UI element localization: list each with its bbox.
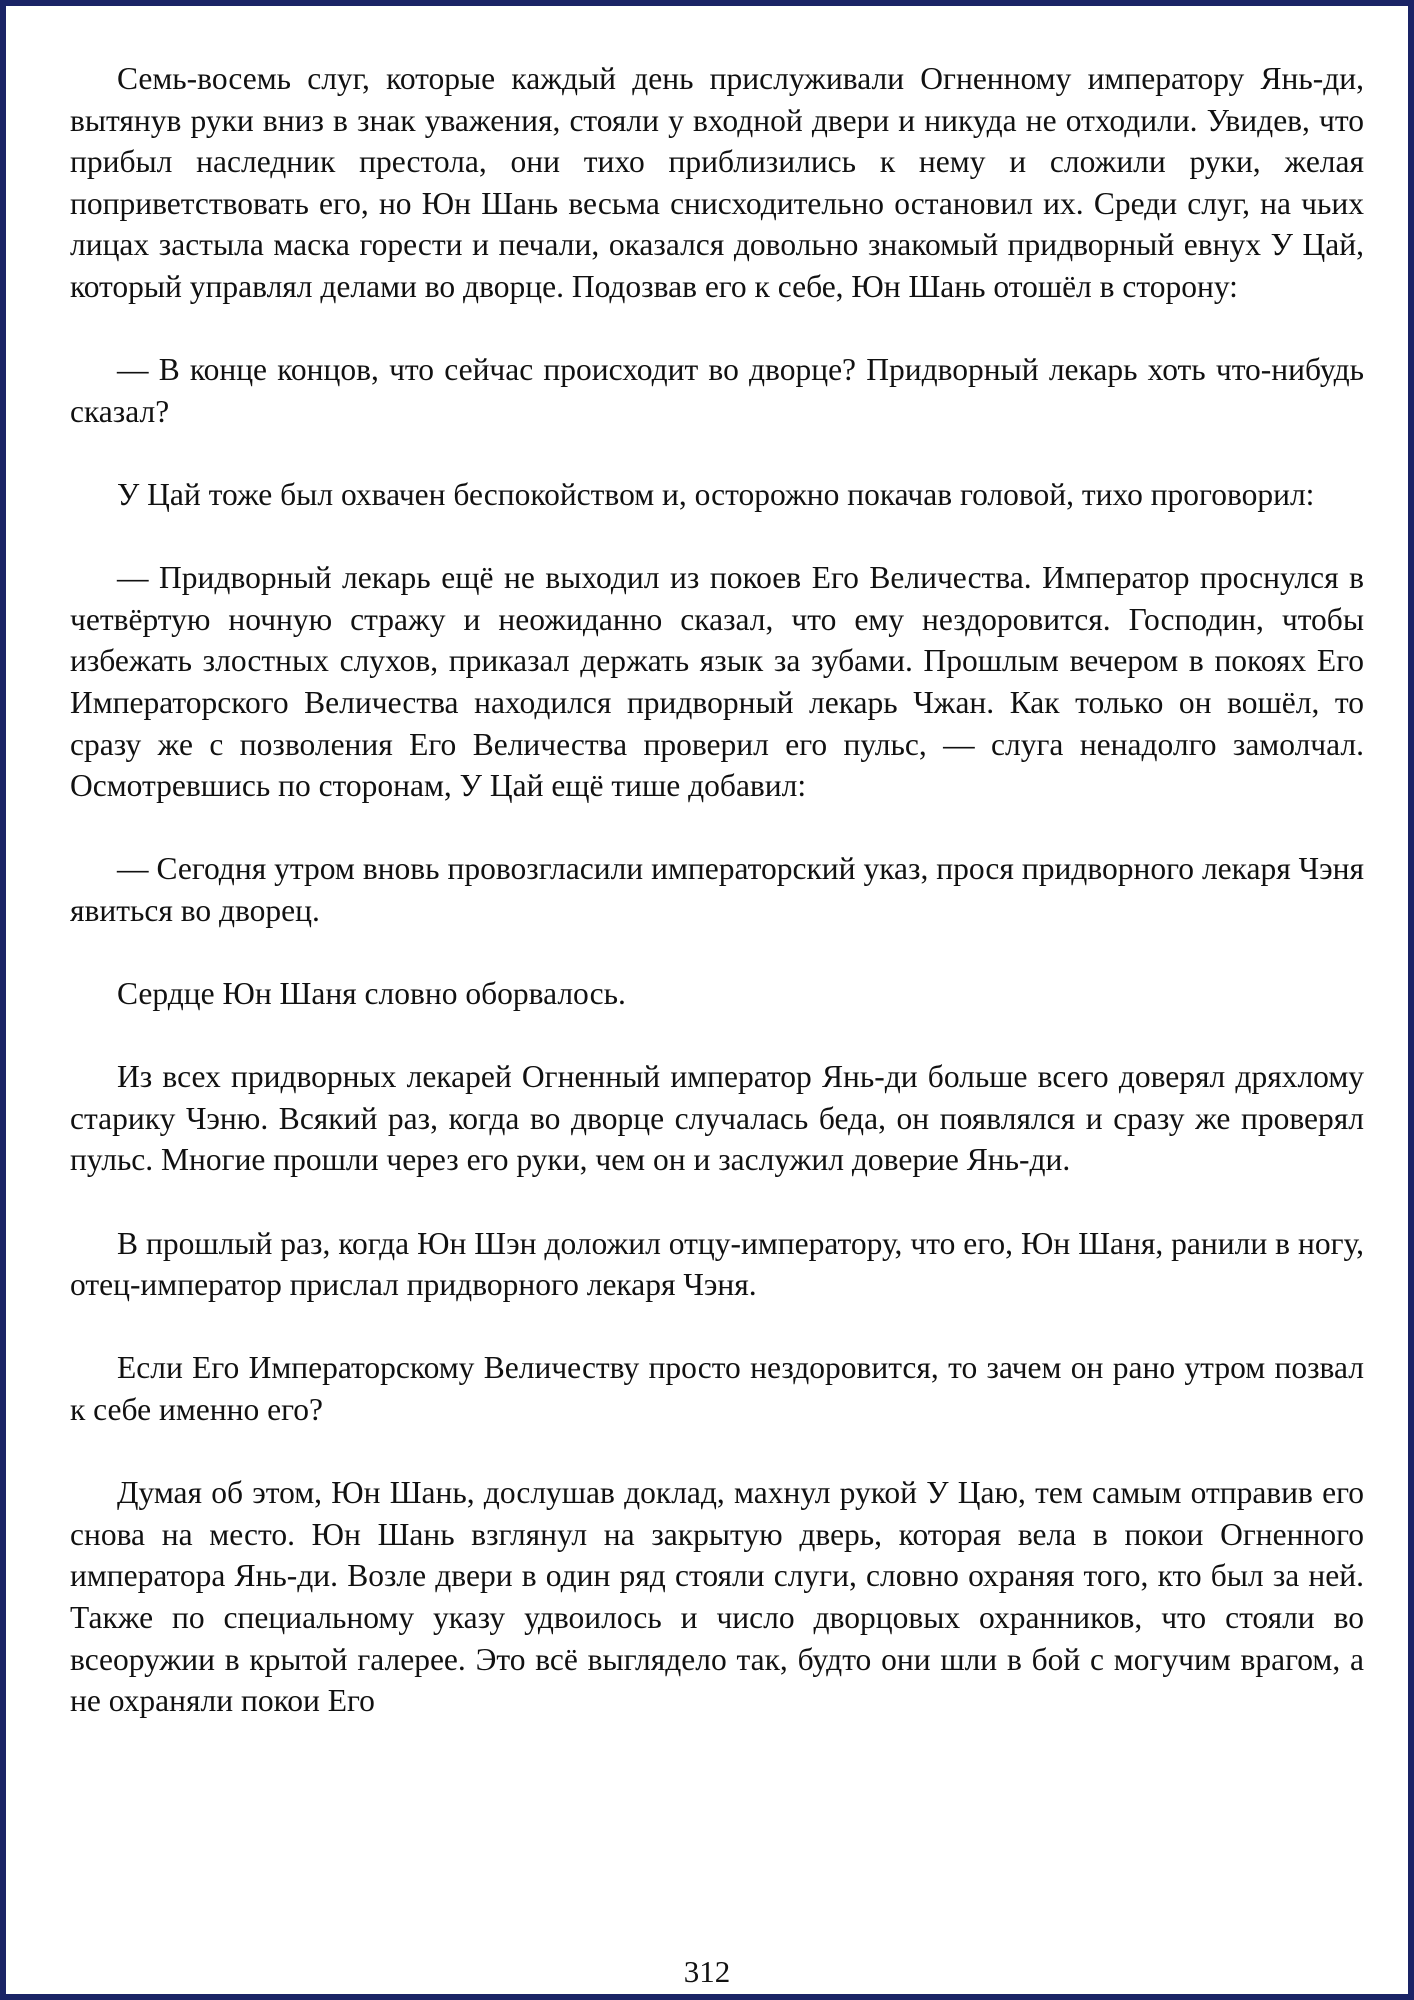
- paragraph-1: Семь-восемь слуг, которые каждый день прислуживали Огненному императору Янь-ди, вытянув руки вниз в знак уважения, стояли у входной двери и никуда не отходили. Увидев, что прибыл наследник престола, они тихо приблизились к нему и сложили руки, желая поприветствовать его, но Юн Шань весьма снисходительно остановил их. Среди слуг, на чьих лицах застыла маска горести и печали, оказался довольно знакомый придворный евнух У Цай, который управлял делами во дворце. Подозвав его к себе, Юн Шань отошёл в сторону:: [70, 61, 1364, 304]
- paragraph-8: В прошлый раз, когда Юн Шэн доложил отцу-императору, что его, Юн Шаня, ранили в ногу, отец-император прислал придворного лекаря Чэня.: [70, 1225, 1364, 1303]
- paragraph-7: Из всех придворных лекарей Огненный император Янь-ди больше всего доверял дряхлому старику Чэню. Всякий раз, когда во дворце случалась беда, он появлялся и сразу же проверял пульс. Многие прошли через его руки, чем он и заслужил доверие Янь-ди.: [70, 1059, 1364, 1178]
- body-text: [70, 58, 1364, 1763]
- paragraph-5: — Сегодня утром вновь провозгласили императорский указ, прося придворного лекаря Чэня явиться во дворец.: [70, 851, 1364, 928]
- page: [6, 6, 1408, 1994]
- page-number: 312: [683, 1954, 731, 1989]
- paragraph-9: Если Его Императорскому Величеству просто нездоровится, то зачем он рано утром позвал к себе именно его?: [70, 1350, 1364, 1427]
- paragraph-10: Думая об этом, Юн Шань, дослушав доклад, махнул рукой У Цаю, тем самым отправив его снова на место. Юн Шань взглянул на закрытую дверь, которая вела в покои Огненного императора Янь-ди. Возле двери в один ряд стояли слуги, словно охраняя того, кто был за ней. Также по специальному указу удвоилось и число дворцовых охранников, что стояли во всеоружии в крытой галерее. Это всё выглядело так, будто они шли в бой с могучим врагом, а не охраняли покои Его: [70, 1475, 1364, 1719]
- paragraph-2: — В конце концов, что сейчас происходит во дворце? Придворный лекарь хоть что-нибудь сказал?: [70, 352, 1364, 429]
- paragraph-3: У Цай тоже был охвачен беспокойством и, осторожно покачав головой, тихо проговорил:: [117, 476, 1315, 512]
- paragraph-4: — Придворный лекарь ещё не выходил из покоев Его Величества. Император проснулся в четвёртую ночную стражу и неожиданно сказал, что ему нездоровится. Господин, чтобы избежать злостных слухов, приказал держать язык за зубами. Прошлым вечером в покоях Его Императорского Величества находился придворный лекарь Чжан. Как только он вошёл, то сразу же с позволения Его Величества проверил его пульс, — слуга ненадолго замолчал. Осмотревшись по сторонам, У Цай ещё тише добавил:: [70, 560, 1364, 804]
- paragraph-6: Сердце Юн Шаня словно оборвалось.: [117, 976, 626, 1012]
